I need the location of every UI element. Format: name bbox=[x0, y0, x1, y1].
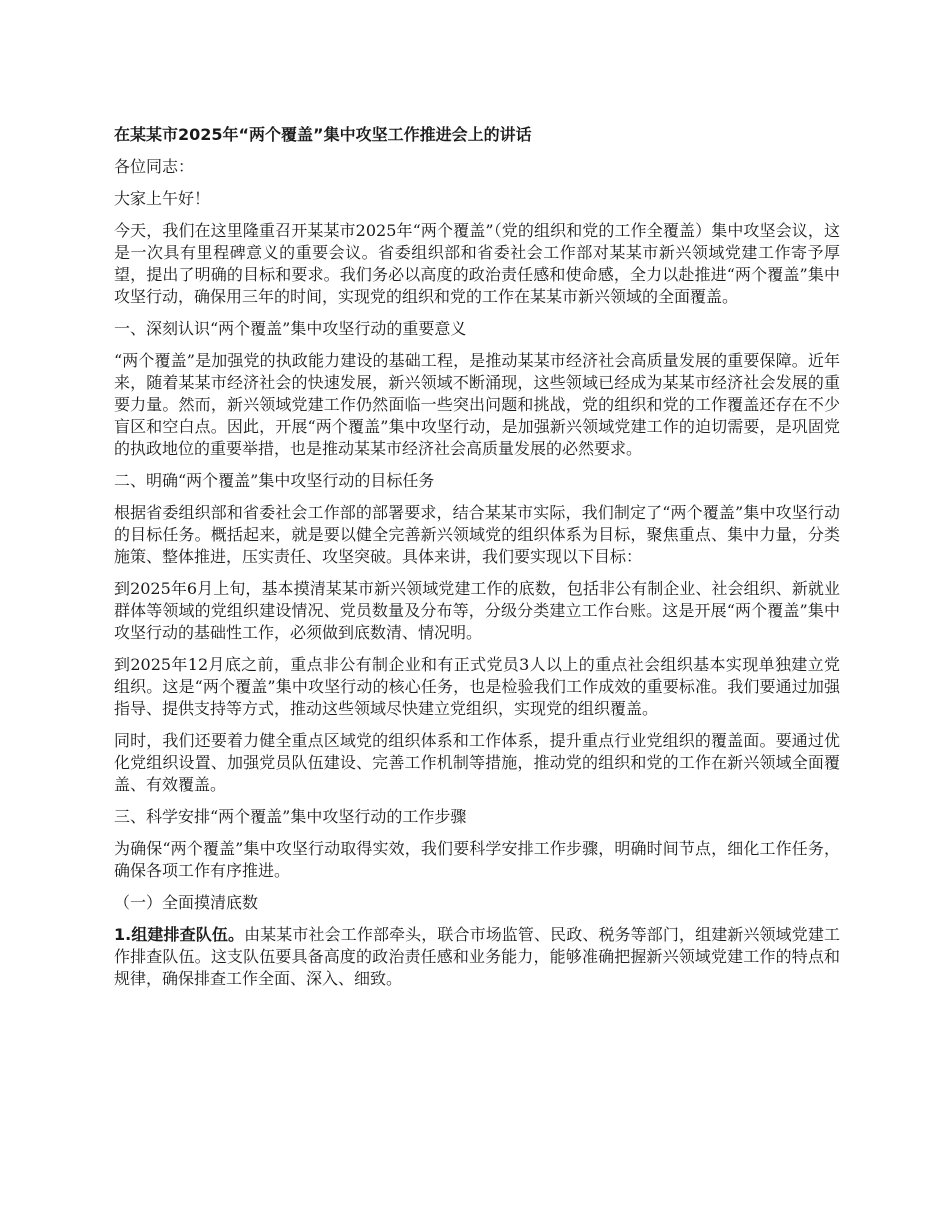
paragraph-significance: “两个覆盖”是加强党的执政能力建设的基础工程，是推动某某市经济社会高质量发展的重要保障。近年来，随着某某市经济社会的快速发展，新兴领域不断涌现，这些领域已经成为某某市经济社会发展的重要力量。然而，新兴领域党建工作仍然面临一些突出问题和挑战，党的组织和党的工作覆盖还存在不少盲区和空白点。因此，开展“两个覆盖”集中攻坚行动，是加强新兴领域党建工作的迫切需要，是巩固党的执政地位的重要举措，也是推动某某市经济社会高质量发展的必然要求。 bbox=[114, 351, 840, 458]
paragraph-intro: 今天，我们在这里隆重召开某某市2025年“两个覆盖”（党的组织和党的工作全覆盖）集中攻坚会议，这是一次具有里程碑意义的重要会议。省委组织部和省委社会工作部对某某市新兴领域党建工作寄予厚望，提出了明确的目标和要求。我们务必以高度的政治责任感和使命感，全力以赴推进“两个覆盖”集中攻坚行动，确保用三年的时间，实现党的组织和党的工作在某某市新兴领域的全面覆盖。 bbox=[114, 221, 840, 306]
salutation: 各位同志： bbox=[114, 157, 195, 176]
paragraph-goals: 根据省委组织部和省委社会工作部的部署要求，结合某某市实际，我们制定了“两个覆盖”集中攻坚行动的目标任务。概括起来，就是要以健全完善新兴领域党的组织体系为目标，聚焦重点、集中力量，分类施策、整体推进，压实责任、攻坚突破。具体来讲，我们要实现以下目标： bbox=[114, 503, 840, 566]
section-heading-2: 二、明确“两个覆盖”集中攻坚行动的目标任务 bbox=[114, 471, 435, 490]
section-heading-3: 三、科学安排“两个覆盖”集中攻坚行动的工作步骤 bbox=[114, 807, 467, 826]
paragraph-steps: 为确保“两个覆盖”集中攻坚行动取得实效，我们要科学安排工作步骤，明确时间节点，细化工作任务，确保各项工作有序推进。 bbox=[114, 839, 840, 880]
subsection-heading-1: （一）全面摸清底数 bbox=[114, 893, 259, 912]
greeting: 大家上午好！ bbox=[114, 189, 211, 208]
document-page bbox=[114, 124, 840, 1000]
paragraph-team bbox=[114, 924, 840, 990]
section-heading-1: 一、深刻认识“两个覆盖”集中攻坚行动的重要意义 bbox=[114, 319, 467, 338]
paragraph-goal-system: 同时，我们还要着力健全重点区域党的组织体系和工作体系，提升重点行业党组织的覆盖面。要通过优化党组织设置、加强党员队伍建设、完善工作机制等措施，推动党的组织和党的工作在新兴领域全面覆盖、有效覆盖。 bbox=[114, 731, 840, 794]
document-title: 在某某市2025年“两个覆盖”集中攻坚工作推进会上的讲话 bbox=[114, 125, 532, 144]
paragraph-body: 由某某市社会工作部牵头，联合市场监管、民政、税务等部门，组建新兴领域党建工作排查队伍。这支队伍要具备高度的政治责任感和业务能力，能够准确把握新兴领域党建工作的特点和规律，确保排查工作全面、深入、细致。 bbox=[114, 925, 840, 988]
paragraph-lead: 1.组建排查队伍。 bbox=[114, 925, 245, 944]
paragraph-goal-june: 到2025年6月上旬，基本摸清某某市新兴领域党建工作的底数，包括非公有制企业、社会组织、新就业群体等领域的党组织建设情况、党员数量及分布等，分级分类建立工作台账。这是开展“两个覆盖”集中攻坚行动的基础性工作，必须做到底数清、情况明。 bbox=[114, 579, 840, 642]
paragraph-goal-december: 到2025年12月底之前，重点非公有制企业和有正式党员3人以上的重点社会组织基本实现单独建立党组织。这是“两个覆盖”集中攻坚行动的核心任务，也是检验我们工作成效的重要标准。我们要通过加强指导、提供支持等方式，推动这些领域尽快建立党组织，实现党的组织覆盖。 bbox=[114, 655, 840, 718]
